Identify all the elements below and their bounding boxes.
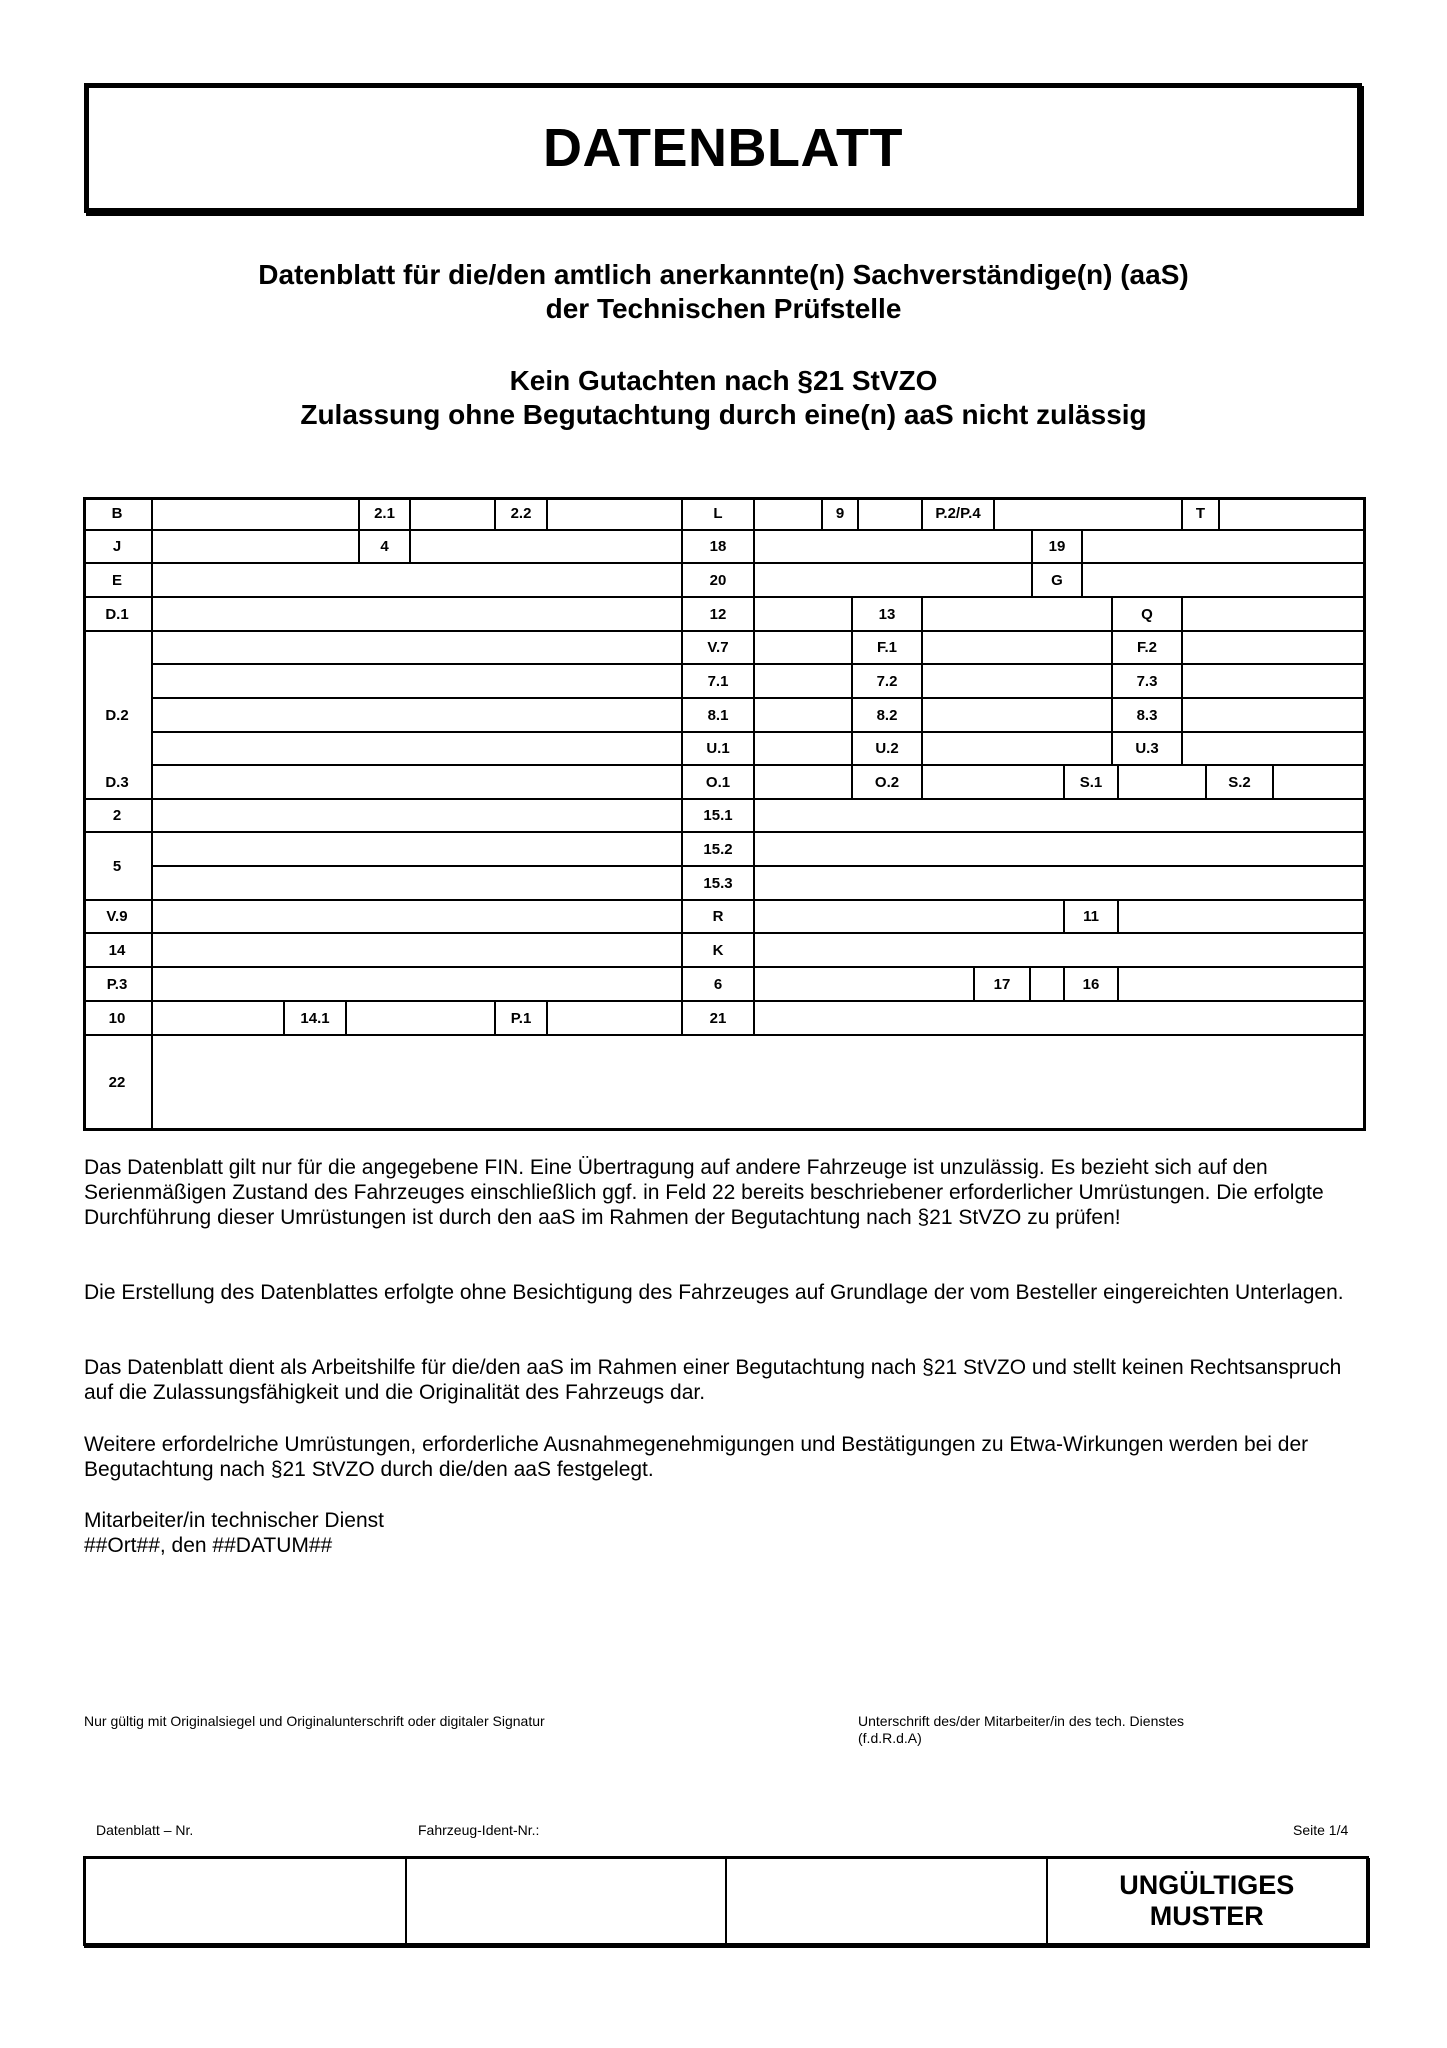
field-value-cell <box>153 934 683 968</box>
field-value-cell <box>153 632 683 665</box>
field-value-cell <box>755 564 1033 598</box>
field-value-cell <box>411 497 496 531</box>
subtitle-line-4: Zulassung ohne Begutachtung durch eine(n) aaS nicht zulässig <box>300 399 1147 430</box>
field-value-cell <box>1183 632 1366 665</box>
footer-fahrzeug-ident: Fahrzeug-Ident-Nr.: <box>418 1822 540 1838</box>
field-value-cell <box>153 733 683 766</box>
footer-datenblatt-nr: Datenblatt – Nr. <box>96 1822 194 1838</box>
footer-cell-fahrzeug-ident <box>407 1859 728 1943</box>
field-label-u-1: U.1 <box>683 733 755 766</box>
field-value-cell <box>153 766 683 800</box>
field-value-cell <box>923 632 1113 665</box>
field-label-12: 12 <box>683 598 755 632</box>
field-value-cell <box>755 497 823 531</box>
place-date: ##Ort##, den ##DATUM## <box>84 1534 333 1557</box>
field-value-cell <box>923 699 1113 733</box>
field-label-q: Q <box>1113 598 1183 632</box>
field-label-p-1: P.1 <box>496 1002 548 1036</box>
field-label-v-7: V.7 <box>683 632 755 665</box>
field-value-cell <box>153 531 360 564</box>
field-label-r: R <box>683 901 755 934</box>
field-value-cell <box>347 1002 496 1036</box>
field-label-7-1: 7.1 <box>683 665 755 699</box>
field-value-cell <box>755 867 1366 901</box>
field-value-cell <box>923 665 1113 699</box>
field-label-6: 6 <box>683 968 755 1002</box>
field-label-8-2: 8.2 <box>853 699 923 733</box>
paragraph-fin-text: Das Datenblatt gilt nur für die angegebene FIN. Eine Übertragung auf andere Fahrzeuge ist unzulässig. Es bezieht sich auf den Serienmäßigen Zustand des Fahrzeuges einschließlich ggf. in Feld 22 bereits beschriebener erforderlicher Umrüstungen. Die erfolgte <box>84 1156 1324 1204</box>
field-label-e: E <box>83 564 153 598</box>
field-value-cell <box>1274 766 1366 800</box>
field-label-l: L <box>683 497 755 531</box>
field-value-cell <box>1119 901 1366 934</box>
field-label-13: 13 <box>853 598 923 632</box>
subtitle-block-1 <box>0 258 1447 326</box>
title-box <box>84 83 1362 213</box>
field-value-cell <box>755 632 853 665</box>
field-value-cell <box>548 1002 683 1036</box>
field-label-j: J <box>83 531 153 564</box>
signature-note-line-2: (f.d.R.d.A) <box>858 1730 922 1746</box>
field-label-p-3: P.3 <box>83 968 153 1002</box>
stamp-line-1: UNGÜLTIGES <box>1119 1870 1295 1900</box>
field-label-7-3: 7.3 <box>1113 665 1183 699</box>
field-value-cell <box>153 699 683 733</box>
field-value-cell <box>859 497 923 531</box>
field-label-7-2: 7.2 <box>853 665 923 699</box>
field-value-cell <box>755 800 1366 833</box>
field-label-p-2-p-4: P.2/P.4 <box>923 497 995 531</box>
field-label-8-3: 8.3 <box>1113 699 1183 733</box>
footer-table <box>83 1856 1369 1946</box>
field-label-g: G <box>1033 564 1083 598</box>
field-value-cell <box>755 968 975 1002</box>
field-value-cell <box>755 733 853 766</box>
field-value-cell <box>1220 497 1366 531</box>
field-label-9: 9 <box>823 497 859 531</box>
field-value-cell <box>755 531 1033 564</box>
field-label-d-2: D.2 <box>83 632 153 800</box>
field-value-cell <box>1183 665 1366 699</box>
field-label-f-2: F.2 <box>1113 632 1183 665</box>
field-value-cell <box>153 901 683 934</box>
field-value-cell <box>411 531 683 564</box>
field-label-o-2: O.2 <box>853 766 923 800</box>
subtitle-line-1: Datenblatt für die/den amtlich anerkannte(n) Sachverständige(n) (aaS) <box>258 259 1189 290</box>
field-label-s-2: S.2 <box>1207 766 1274 800</box>
footer-cell-empty <box>727 1859 1048 1943</box>
field-value-cell <box>755 833 1366 867</box>
staff-label: Mitarbeiter/in technischer Dienst <box>84 1509 384 1532</box>
field-label-f-1: F.1 <box>853 632 923 665</box>
field-label-19: 19 <box>1033 531 1083 564</box>
field-label-8-1: 8.1 <box>683 699 755 733</box>
field-value-cell <box>548 497 683 531</box>
field-label-16: 16 <box>1065 968 1119 1002</box>
field-value-cell <box>755 901 1065 934</box>
field-value-cell <box>153 1036 1366 1131</box>
field-label-11: 11 <box>1065 901 1119 934</box>
field-value-cell <box>755 665 853 699</box>
field-label-k: K <box>683 934 755 968</box>
field-value-cell <box>153 665 683 699</box>
field-value-cell <box>1183 699 1366 733</box>
staff-block <box>84 1508 1369 1558</box>
field-label-21: 21 <box>683 1002 755 1036</box>
subtitle-line-3: Kein Gutachten nach §21 StVZO <box>509 365 938 396</box>
field-label-t: T <box>1183 497 1220 531</box>
field-label-b: B <box>83 497 153 531</box>
field-value-cell <box>755 699 853 733</box>
paragraph-fin-continued: Durchführung dieser Umrüstungen ist durch den aaS im Rahmen der Begutachtung nach §21 StVZO zu prüfen! <box>84 1206 1121 1229</box>
field-label-v-9: V.9 <box>83 901 153 934</box>
paragraph-purpose: Das Datenblatt dient als Arbeitshilfe für die/den aaS im Rahmen einer Begutachtung nach §21 StVZO und stellt keinen Rechtsanspruch auf die Zulassungsfähigkeit und die Originalität des Fahrzeugs dar. <box>84 1356 1342 1404</box>
field-value-cell <box>1183 733 1366 766</box>
field-label-14-1: 14.1 <box>285 1002 347 1036</box>
subtitle-block-2 <box>0 364 1447 432</box>
field-label-s-1: S.1 <box>1065 766 1119 800</box>
field-label-10: 10 <box>83 1002 153 1036</box>
data-grid <box>83 497 1366 1131</box>
field-value-cell <box>923 598 1113 632</box>
field-value-cell <box>755 1002 1366 1036</box>
field-label-4: 4 <box>360 531 411 564</box>
signature-note <box>858 1713 1184 1747</box>
field-label-22: 22 <box>83 1036 153 1131</box>
field-label-17: 17 <box>975 968 1031 1002</box>
validity-note: Nur gültig mit Originalsiegel und Originalunterschrift oder digitaler Signatur <box>84 1713 545 1729</box>
field-value-cell <box>153 564 683 598</box>
field-value-cell <box>153 800 683 833</box>
field-value-cell <box>153 497 360 531</box>
signature-note-line-1: Unterschrift des/der Mitarbeiter/in des tech. Dienstes <box>858 1713 1185 1729</box>
field-value-cell <box>755 598 853 632</box>
field-value-cell <box>153 1002 285 1036</box>
field-value-cell <box>923 766 1065 800</box>
field-value-cell <box>995 497 1183 531</box>
stamp-line-2: MUSTER <box>1149 1901 1264 1931</box>
field-label-15-3: 15.3 <box>683 867 755 901</box>
field-value-cell <box>1083 564 1366 598</box>
field-value-cell <box>1119 968 1366 1002</box>
field-label-o-1: O.1 <box>683 766 755 800</box>
field-value-cell <box>1031 968 1065 1002</box>
field-value-cell <box>153 833 683 867</box>
paragraph-fin <box>84 1155 1369 1230</box>
invalid-sample-stamp <box>1048 1859 1367 1943</box>
subtitle-line-2: der Technischen Prüfstelle <box>545 293 902 324</box>
field-value-cell <box>1119 766 1207 800</box>
field-value-cell <box>923 733 1113 766</box>
field-value-cell <box>153 867 683 901</box>
paragraph-modifications: Weitere erfordelriche Umrüstungen, erforderliche Ausnahmegenehmigungen und Bestätigungen zu Etwa-Wirkungen werden bei der Begutachtung nach §21 StVZO durch die/den aaS festgelegt. <box>84 1433 1309 1481</box>
field-value-cell <box>153 968 683 1002</box>
field-label-14: 14 <box>83 934 153 968</box>
field-label-d-1: D.1 <box>83 598 153 632</box>
field-label-2-2: 2.2 <box>496 497 548 531</box>
field-label-2: 2 <box>83 800 153 833</box>
field-value-cell <box>755 766 853 800</box>
field-value-cell <box>755 934 1366 968</box>
field-value-cell <box>153 598 683 632</box>
field-label-20: 20 <box>683 564 755 598</box>
field-label-5: 5 <box>83 833 153 901</box>
footer-cell-datenblatt-nr <box>86 1859 407 1943</box>
field-label-u-2: U.2 <box>853 733 923 766</box>
paragraph-creation: Die Erstellung des Datenblattes erfolgte ohne Besichtigung des Fahrzeuges auf Grundlage der vom Besteller eingereichten Unterlagen. <box>84 1281 1344 1304</box>
field-label-15-2: 15.2 <box>683 833 755 867</box>
field-label-d-3: D.3 <box>83 766 153 800</box>
field-label-u-3: U.3 <box>1113 733 1183 766</box>
footer-page-number: Seite 1/4 <box>1293 1822 1349 1838</box>
document-title: DATENBLATT <box>543 118 903 178</box>
field-label-2-1: 2.1 <box>360 497 411 531</box>
field-label-15-1: 15.1 <box>683 800 755 833</box>
field-label-18: 18 <box>683 531 755 564</box>
field-value-cell <box>1083 531 1366 564</box>
field-value-cell <box>1183 598 1366 632</box>
